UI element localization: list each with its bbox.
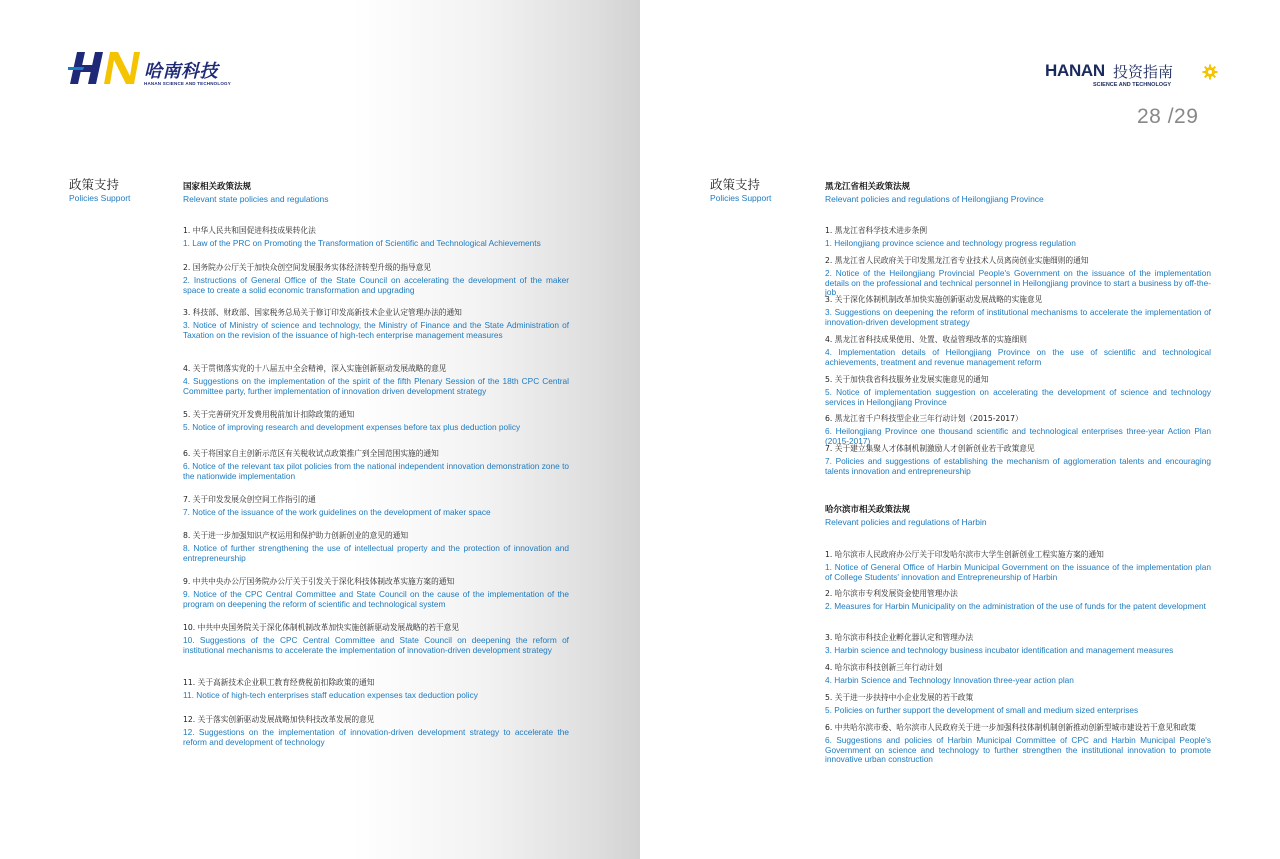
policy-item-en: 12. Suggestions on the implementation of innovation-driven development strategy to accelerate the reform and development of technology [183,727,569,747]
policy-item [183,226,569,249]
policy-item-en: 1. Law of the PRC on Promoting the Transformation of Scientific and Technological Achievements [183,238,541,248]
policy-item-en: 7. Notice of the issuance of the work guidelines on the development of maker space [183,507,491,517]
page-number: 28 /29 [1137,105,1199,128]
gear-icon [1202,64,1218,80]
policy-item [825,589,1211,612]
section-title-en: Policies Support [69,193,131,203]
policy-item-cn: 1. 哈尔滨市人民政府办公厅关于印发哈尔滨市大学生创新创业工程实施方案的通知 [825,550,1104,559]
policy-item [183,495,569,518]
section-title-cn: 政策支持 [69,177,120,192]
policy-item-cn: 3. 关于深化体制机制改革加快实施创新驱动发展战略的实施意见 [825,295,1043,304]
policy-item-cn: 2. 黑龙江省人民政府关于印发黑龙江省专业技术人员离岗创业实施细则的通知 [825,256,1089,265]
policy-item-en: 1. Heilongjiang province science and technology progress regulation [825,238,1076,248]
policy-item-en: 4. Harbin Science and Technology Innovation three-year action plan [825,675,1074,685]
policy-item-en: 11. Notice of high-tech enterprises staff education expenses tax deduction policy [183,690,478,700]
policy-item-cn: 10. 中共中央国务院关于深化体制机制改革加快实施创新驱动发展战略的若干意见 [183,623,460,632]
policy-item-cn: 3. 科技部、财政部、国家税务总局关于修订印发高新技术企业认定管理办法的通知 [183,308,462,317]
policy-item-en: 3. Harbin science and technology business incubator identification and management measures [825,645,1174,655]
group-title-en: Relevant policies and regulations of Heilongjiang Province [825,194,1044,204]
policy-item [825,414,1211,446]
policy-item [183,263,569,295]
policy-item [183,364,569,396]
policy-item-cn: 4. 黑龙江省科技成果使用、处置、收益管理改革的实施细则 [825,335,1027,344]
policy-item-cn: 4. 哈尔滨市科技创新三年行动计划 [825,663,943,672]
policy-item-en: 6. Heilongjiang Province one thousand scientific and technological enterprises three-year Action Plan (2015-2017) [825,426,1211,446]
policy-item [825,256,1211,298]
logo-guide-cn: 投资指南 [1113,63,1174,81]
policy-item-cn: 2. 哈尔滨市专利发展资金使用管理办法 [825,589,958,598]
logo-brand: HANAN [1045,61,1105,80]
policy-item-cn: 9. 中共中央办公厅国务院办公厅关于引发关于深化科技体制改革实施方案的通知 [183,577,455,586]
logo-english-name: HANAN SCIENCE AND TECHNOLOGY [144,81,231,86]
policy-item-cn: 1. 中华人民共和国促进科技成果转化法 [183,226,316,235]
policy-item-cn: 1. 黑龙江省科学技术进步条例 [825,226,928,235]
policy-item [825,550,1211,582]
policy-item-en: 9. Notice of the CPC Central Committee and State Council on the cause of the implementation of the program on deepening the reform of scientific and technological system [183,589,569,609]
policy-item-en: 4. Suggestions on the implementation of the spirit of the fifth Plenary Session of the 18th CPC Central Committee party, further implementation of innovation driven development strategy [183,376,569,396]
policy-item-cn: 4. 关于贯彻落实党的十八届五中全会精神，深入实施创新驱动发展战略的意见 [183,364,447,373]
logo-subtitle: SCIENCE AND TECHNOLOGY [1093,82,1172,88]
policy-item-en: 2. Notice of the Heilongjiang Provincial People's Government on the issuance of the implementation details on the professional and technical personnel in Heilongjiang province to start a business by off-the-job [825,268,1211,298]
policy-item-en: 5. Notice of implementation suggestion on accelerating the development of science and technology services in Heilongjiang Province [825,387,1211,407]
section-title-en: Policies Support [710,193,772,203]
policy-item-en: 6. Suggestions and policies of Harbin Municipal Committee of CPC and Harbin Municipal People's Government on science and technology to further strengthen the institutional innovation to promote innovative urban construction [825,735,1211,765]
policy-item [183,308,569,340]
policy-item-cn: 11. 关于高新技术企业职工教育经费税前扣除政策的通知 [183,678,375,687]
policy-item-en: 4. Implementation details of Heilongjiang Province on the use of scientific and technological achievements, treatment and revenue management reform [825,347,1211,367]
policy-item-cn: 7. 关于建立集聚人才体制机制激励人才创新创业若干政策意见 [825,444,1035,453]
policy-item [825,335,1211,367]
policy-item-cn: 6. 中共哈尔滨市委、哈尔滨市人民政府关于进一步加强科技体制机制创新推动创新型城市建设若干意见和政策 [825,723,1197,732]
hn-logo-icon [68,50,140,86]
policy-item-en: 3. Suggestions on deepening the reform of institutional mechanisms to accelerate the implementation of innovation-driven development strategy [825,307,1211,327]
policy-item [183,449,569,481]
policy-item-en: 10. Suggestions of the CPC Central Committee and State Council on deepening the reform of institutional mechanisms to accelerate the implementation of innovation-driven development strategy [183,635,569,655]
policy-item-cn: 7. 关于印发发展众创空间工作指引的通 [183,495,316,504]
policy-item-en: 2. Measures for Harbin Municipality on the administration of the use of funds for the patent development [825,601,1206,611]
policy-item-en: 5. Notice of improving research and development expenses before tax plus deduction policy [183,422,521,432]
policy-item-cn: 2. 国务院办公厅关于加快众创空间发展服务实体经济转型升级的指导意见 [183,263,432,272]
policy-item-cn: 3. 哈尔滨市科技企业孵化器认定和管理办法 [825,633,974,642]
policy-item [183,715,569,747]
hanan-tech-logo [68,50,238,90]
policy-item-en: 6. Notice of the relevant tax pilot policies from the national independent innovation demonstration zone to the nationwide implementation [183,461,569,481]
policy-item-cn: 5. 关于完善研究开发费用税前加计扣除政策的通知 [183,410,355,419]
policy-item [825,295,1211,327]
group-title-en: Relevant policies and regulations of Harbin [825,517,987,527]
policy-item [183,678,569,701]
group-title-cn: 国家相关政策法规 [183,182,252,192]
group-title-cn: 黑龙江省相关政策法规 [825,182,911,192]
section-title-cn: 政策支持 [710,177,761,192]
policy-item-en: 5. Policies on further support the development of small and medium sized enterprises [825,705,1139,715]
policy-item [183,623,569,655]
policy-item [825,375,1211,407]
logo-chinese-name: 哈南科技 [144,61,218,82]
policy-item-cn: 6. 黑龙江省千户科技型企业三年行动计划（2015-2017） [825,414,1023,423]
policy-item-cn: 12. 关于落实创新驱动发展战略加快科技改革发展的意见 [183,715,375,724]
policy-item [825,663,1211,686]
policy-item-en: 1. Notice of General Office of Harbin Municipal Government on the issuance of the implementation plan of College Students' innovation and Entrepreneurship of Harbin [825,562,1211,582]
group-title-en: Relevant state policies and regulations [183,194,329,204]
policy-item [183,410,569,433]
policy-item [825,633,1211,656]
policy-item-en: 7. Policies and suggestions of establishing the mechanism of agglomeration talents and encouraging talents innovation and entrepreneurship [825,456,1211,476]
policy-item-cn: 8. 关于进一步加强知识产权运用和保护助力创新创业的意见的通知 [183,531,409,540]
policy-item [183,531,569,563]
policy-item-cn: 5. 关于进一步扶持中小企业发展的若干政策 [825,693,974,702]
policy-item-cn: 5. 关于加快我省科技服务业发展实施意见的通知 [825,375,989,384]
policy-item-cn: 6. 关于将国家自主创新示范区有关税收试点政策推广到全国范围实施的通知 [183,449,439,458]
group-title-cn: 哈尔滨市相关政策法规 [825,505,911,515]
policy-item-en: 8. Notice of further strengthening the use of intellectual property and the protection of innovation and entrepreneurship [183,543,569,563]
policy-item [825,226,1211,249]
policy-item [825,693,1211,716]
policy-item-en: 2. Instructions of General Office of the State Council on accelerating the development of the maker space to create a solid economic transformation and upgrading [183,275,569,295]
policy-item [825,723,1211,765]
right-page [640,0,1280,859]
policy-item [825,444,1211,476]
policy-item-en: 3. Notice of Ministry of science and technology, the Ministry of Finance and the State Administration of Taxation on the revision of the issuance of high-tech enterprise management measures [183,320,569,340]
hanan-guide-logo [1045,58,1225,92]
policy-item [183,577,569,609]
